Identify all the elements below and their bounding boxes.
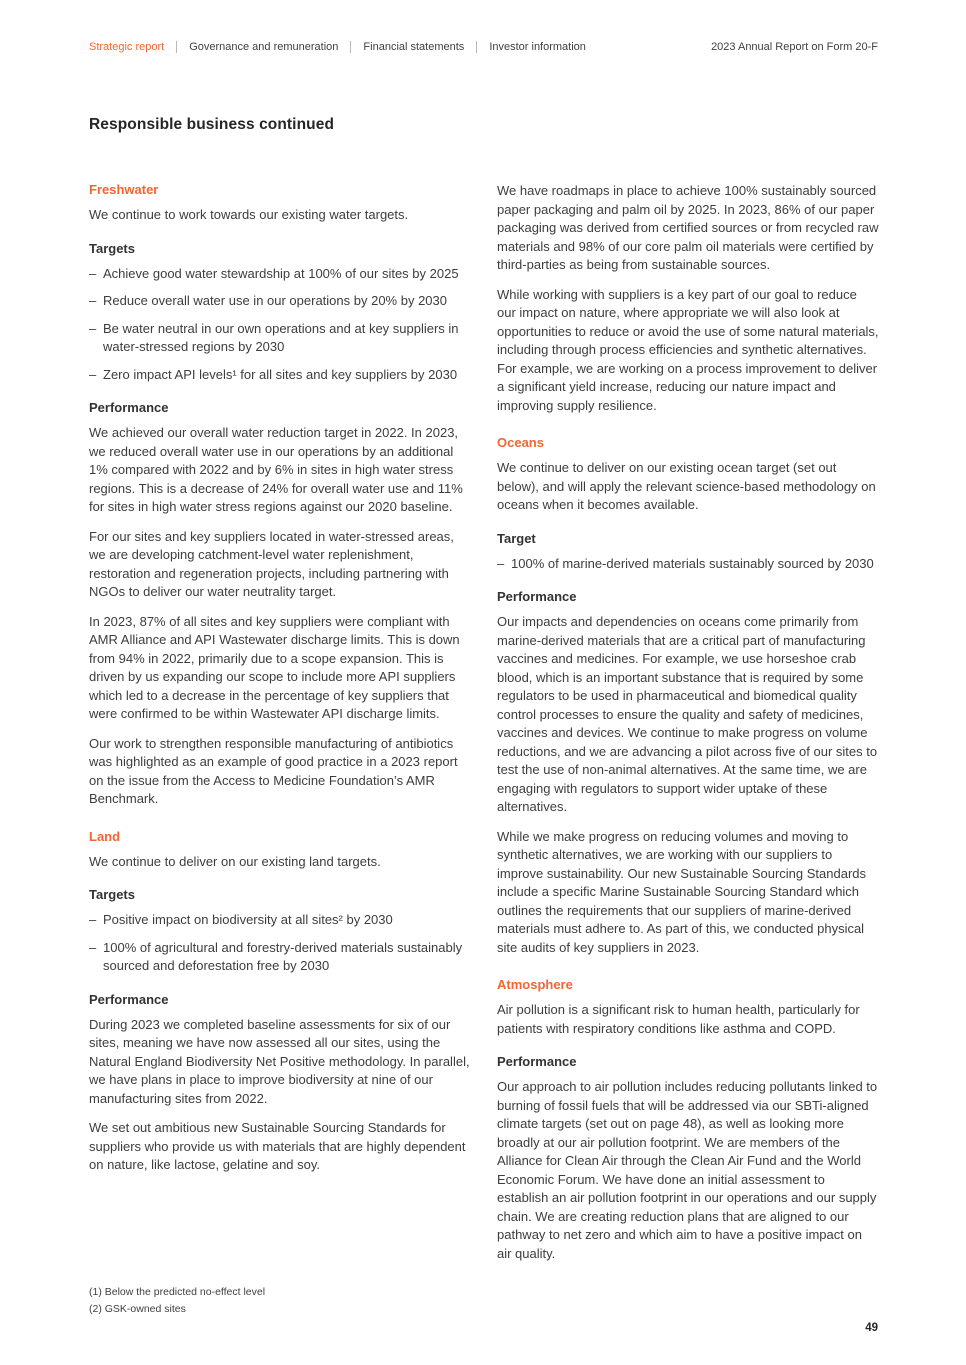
nav-item-investor-information[interactable]: Investor information [489, 41, 586, 53]
section-heading: Atmosphere [497, 977, 573, 992]
top-nav [89, 40, 878, 54]
paragraph: We set out ambitious new Sustainable Sourcing Standards for suppliers who provide us with materials that are highly dependent on nature, like lactose, gelatine and soy. [89, 1120, 466, 1172]
bullet-item: – Reduce overall water use in our operations by 20% by 2030 [89, 292, 471, 311]
nav-divider [176, 41, 177, 53]
bullet-item: – Zero impact API levels¹ for all sites and key suppliers by 2030 [89, 366, 471, 385]
bullet-item: – 100% of agricultural and forestry-derived materials sustainably sourced and deforestation free by 2030 [89, 939, 471, 976]
sub-heading: Performance [89, 991, 169, 1007]
bullet-item: – Positive impact on biodiversity at all sites² by 2030 [89, 911, 471, 930]
nav-item-strategic-report[interactable]: Strategic report [89, 41, 165, 53]
sub-heading: Performance [497, 589, 577, 604]
paragraph: Our approach to air pollution includes reducing pollutants linked to burning of fossil fuels that will be addressed via our SBTi-aligned climate targets (set out on page 48), as well as looking more broadly at our air pollution footprint. We are members of the Alliance for Clean Air through the Clean Air Fund and the World Economic Forum. We have done an initial assessment to establish an air pollution footprint in our operations and our supply chain. We are creating reduction plans that are aligned to our pathway to net zero and which aim to have a positive impact on air quality. [497, 1079, 878, 1261]
paragraph: Air pollution is a significant risk to human health, particularly for patients with respiratory conditions like asthma and COPD. [497, 1002, 860, 1036]
paragraph: We continue to deliver on our existing land targets. [89, 853, 381, 869]
paragraph: We achieved our overall water reduction target in 2022. In 2023, we reduced overall water use in our operations by an additional 1% compared with 2022 and by 6% in sites in high water stress regions. This is a decrease of 24% for overall water use and 11% for sites in high water stress regions against our 2020 baseline. [89, 425, 463, 514]
bullet-item: – Be water neutral in our own operations and at key suppliers in water-stressed regions by 2030 [89, 320, 471, 357]
nav-divider [476, 41, 477, 53]
paragraph: While we make progress on reducing volumes and moving to synthetic alternatives, we are working with our suppliers to improve sustainability. Our new Sustainable Sourcing Standards include a specific Marine Sustainable Sourcing Standard which outlines the requirements that our suppliers of marine-derived materials must adhere to. As part of this, we conducted physical site audits of key suppliers in 2023. [497, 828, 867, 955]
paragraph: During 2023 we completed baseline assessments for six of our sites, meaning we have now assessed all our sites, using the Natural England Biodiversity Net Positive methodology. In parallel, we have plans in place to improve biodiversity at nine of our manufacturing sites from 2022. [89, 1016, 470, 1106]
paragraph: For our sites and key suppliers located in water-stressed areas, we are developing catchment-level water replenishment, restoration and regeneration projects, including partnering with NGOs to deliver our water neutrality target. [89, 528, 454, 599]
left-column [89, 182, 471, 1274]
sub-heading: Targets [89, 240, 135, 256]
page-title: Responsible business continued [89, 116, 335, 134]
paragraph: We have roadmaps in place to achieve 100% sustainably sourced paper packaging and palm oil by 2025. In 2023, 86% of our paper packaging was derived from certified sources or from recycled raw materials and 98% of our core palm oil materials were certified by third-parties as being from sustainable sources. [497, 183, 879, 272]
nav-divider [350, 41, 351, 53]
section-heading: Freshwater [89, 182, 159, 197]
footnote-1: (1) Below the predicted no-effect level [89, 1286, 266, 1298]
footnotes [89, 1284, 265, 1318]
sub-heading: Targets [89, 887, 135, 902]
bullet-item: – Achieve good water stewardship at 100% of our sites by 2025 [89, 265, 471, 284]
nav-sections [89, 40, 586, 54]
section-heading: Oceans [497, 435, 544, 450]
paragraph: We continue to deliver on our existing ocean target (set out below), and will apply the relevant science-based methodology on oceans when it becomes available. [497, 460, 876, 512]
footnote-2: (2) GSK-owned sites [89, 1303, 186, 1315]
right-column [497, 182, 879, 1274]
paragraph: Our impacts and dependencies on oceans come primarily from marine-derived materials that are a critical part of manufacturing vaccines and medicines. For example, we use horseshoe crab blood, which is an important substance that is required by some regulators to be used in pharmaceutical and biomedical quality control processes to ensure the quality and safety of medicines, vaccines and devices. We continue to make progress on volume reductions, and we are advancing a pilot across five of our sites to test the use of non-animal alternatives. At the same time, we are engaging with regulators to support wider uptake of these alternatives. [497, 614, 878, 814]
paragraph: We continue to work towards our existing water targets. [89, 207, 409, 222]
page-number: 49 [865, 1322, 878, 1334]
bullet-item: – 100% of marine-derived materials sustainably sourced by 2030 [497, 555, 879, 574]
sub-heading: Performance [89, 400, 169, 415]
sub-heading: Target [497, 530, 536, 546]
section-heading: Land [89, 828, 121, 844]
nav-item-governance-remuneration[interactable]: Governance and remuneration [189, 41, 339, 53]
paragraph: While working with suppliers is a key part of our goal to reduce our impact on nature, where appropriate we will also look at opportunities to reduce or avoid the use of some natural materials, including through process efficiencies and synthetic alternatives. For example, we are working on a process improvement to deliver a significant yield increase, reducing our nature impact and improving supply resilience. [497, 286, 879, 413]
report-title: 2023 Annual Report on Form 20-F [711, 41, 878, 53]
paragraph: In 2023, 87% of all sites and key suppliers were compliant with AMR Alliance and API Wastewater discharge limits. This is down from 94% in 2022, primarily due to a scope expansion. This is driven by us expanding our scope to include more API suppliers which led to a decrease in the percentage of key suppliers that were confirmed to be within Wastewater API discharge limits. [89, 613, 460, 721]
paragraph: Our work to strengthen responsible manufacturing of antibiotics was highlighted as an example of good practice in a 2023 report on the issue from the Access to Medicine Foundation’s AMR Benchmark. [89, 735, 458, 806]
content-columns [89, 182, 879, 1274]
sub-heading: Performance [497, 1054, 577, 1069]
nav-item-financial-statements[interactable]: Financial statements [363, 41, 465, 53]
